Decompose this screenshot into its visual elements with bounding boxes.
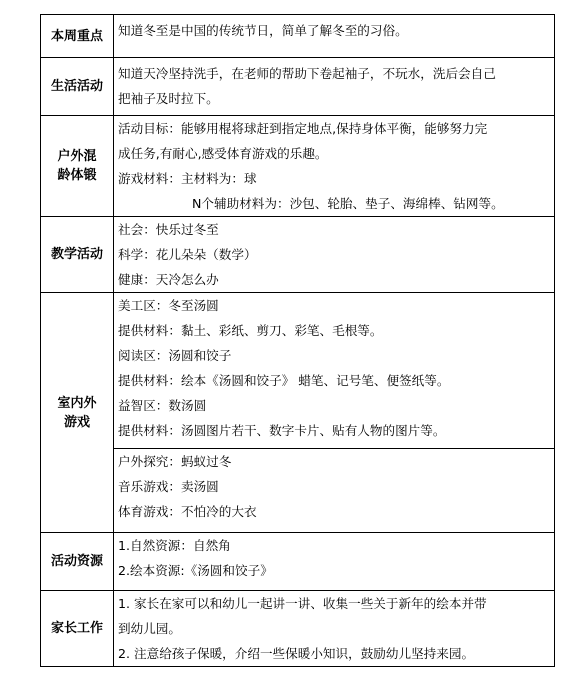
teaching-line: 社会：快乐过冬至 [118, 222, 219, 237]
outdoor-line: 游戏材料：主材料为：球 [118, 171, 257, 186]
area-line: 阅读区：汤圆和饺子 [118, 348, 232, 363]
row-teaching-activity [41, 217, 555, 293]
content-indoor-areas [114, 293, 555, 449]
resource-line: 1.自然资源：自然角 [118, 538, 231, 553]
life-line: 知道天冷坚持洗手，在老师的帮助下卷起袖子，不玩水，洗后会自己 [118, 66, 496, 81]
label-parent-work: 家长工作 [41, 591, 114, 667]
label-line: 龄体锻 [57, 168, 97, 183]
outdoor-line: N个辅助材料为：沙包、轮胎、垫子、海绵棒、钻网等。 [192, 196, 504, 211]
outdoor-line: 成任务,有耐心,感受体育游戏的乐趣。 [118, 146, 328, 161]
label-activity-resources: 活动资源 [41, 533, 114, 591]
row-weekly-focus [41, 15, 555, 58]
game-line: 体育游戏：不怕冷的大衣 [118, 504, 257, 519]
label-indoor-games [41, 293, 114, 533]
row-life-activity [41, 58, 555, 116]
row-activity-resources [41, 533, 555, 591]
label-weekly-focus: 本周重点 [41, 15, 114, 58]
row-parent-work [41, 591, 555, 667]
area-line: 提供材料：绘本《汤圆和饺子》 蜡笔、记号笔、便签纸等。 [118, 373, 450, 388]
label-line: 室内外 [57, 395, 97, 411]
game-line: 户外探究：蚂蚁过冬 [118, 454, 232, 469]
row-outdoor-exercise [41, 116, 555, 217]
content-activity-resources [114, 533, 555, 591]
content-parent-work [114, 591, 555, 667]
resource-line: 2.绘本资源:《汤圆和饺子》 [118, 563, 273, 578]
row-indoor-games [41, 293, 555, 449]
parent-line: 到幼儿园。 [118, 621, 181, 636]
teaching-line: 健康：天冷怎么办 [118, 272, 219, 287]
label-teaching-activity: 教学活动 [41, 217, 114, 293]
area-line: 提供材料：汤圆图片若干、数字卡片、贴有人物的图片等。 [118, 423, 446, 438]
outdoor-line: 活动目标：能够用棍将球赶到指定地点,保持身体平衡，能够努力完 [118, 121, 488, 136]
label-life-activity: 生活活动 [41, 58, 114, 116]
parent-line: 2. 注意给孩子保暖，介绍一些保暖小知识，鼓励幼儿坚持来园。 [118, 646, 475, 661]
game-line: 音乐游戏：卖汤圆 [118, 479, 219, 494]
label-line: 游戏 [63, 414, 90, 430]
content-life-activity [114, 58, 555, 116]
parent-line: 1. 家长在家可以和幼儿一起讲一讲、收集一些关于新年的绘本并带 [118, 596, 487, 611]
life-line: 把袖子及时拉下。 [118, 91, 219, 106]
content-teaching-activity [114, 217, 555, 293]
area-line: 益智区：数汤圆 [118, 398, 207, 413]
weekly-plan-table [40, 14, 555, 667]
content-outdoor-exercise [114, 116, 555, 217]
area-line: 提供材料：黏土、彩纸、剪刀、彩笔、毛根等。 [118, 323, 383, 338]
content-outdoor-games [114, 449, 555, 533]
focus-line: 知道冬至是中国的传统节日，简单了解冬至的习俗。 [118, 23, 408, 38]
label-outdoor-exercise [41, 116, 114, 217]
label-line: 户外混 [57, 149, 97, 164]
teaching-line: 科学：花儿朵朵（数学） [118, 247, 257, 262]
content-weekly-focus [114, 15, 555, 58]
row-outdoor-games [41, 449, 555, 533]
area-line: 美工区：冬至汤圆 [118, 298, 219, 313]
